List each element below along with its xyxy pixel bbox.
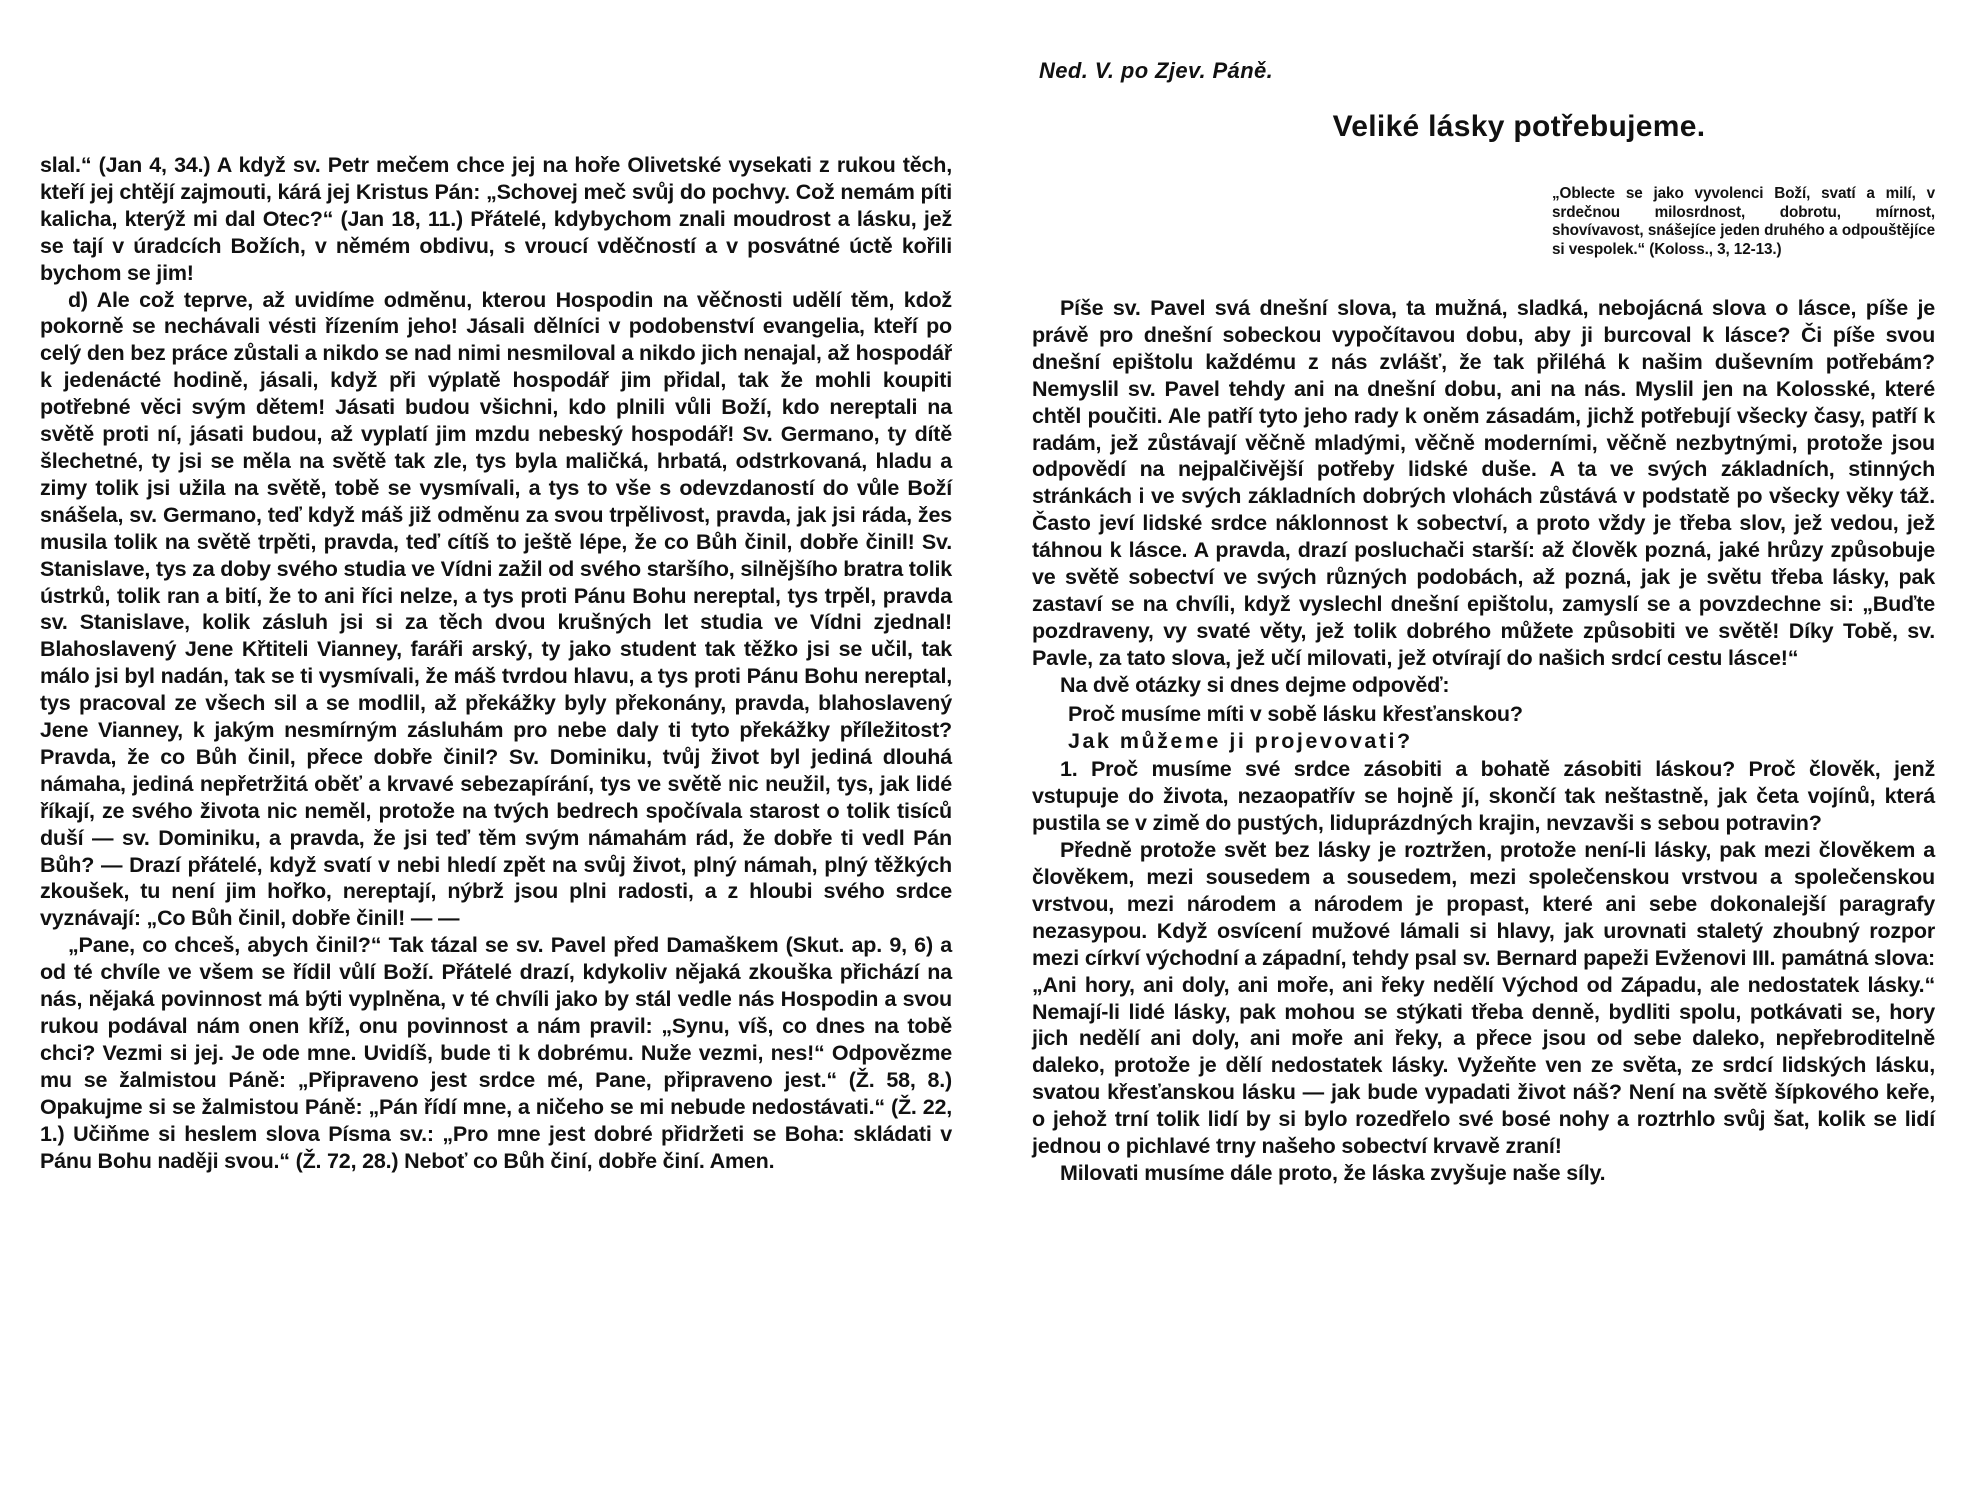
left-paragraph-3: „Pane, co chceš, abych činil?“ Tak tázal se sv. Pavel před Damaškem (Skut. ap. 9, 6) a od té chvíle ve všem se řídil vůlí Boží. Přátelé drazí, kdykoliv nějaká zkouška přichází na nás, nějaká povinnost má býti vyplněna, v té chvíli jako by stál vedle nás Hospodin a svou rukou podával nám onen kříž, onu povinnost a nám pravil: „Synu, víš, co dnes na tobě chci? Vezmi si jej. Je ode mne. Uvidíš, bude ti k dobrému. Nuže vezmi, nes!“ Odpovězme mu se žalmistou Páně: „Připraveno jest srdce mé, Pane, připraveno jest.“ (Ž. 58, 8.) Opakujme si se žalmistou Páně: „Pán řídí mne, a ničeho se mi nebude nedostávati.“ (Ž. 22, 1.) Učiňme si heslem slova Písma sv.: „Pro mne jest dobré přidržeti se Boha: skládati v Pánu Bohu naději svou.“ (Ž. 72, 28.) Neboť co Bůh činí, dobře činí. Amen.	[40, 933, 952, 1173]
left-paragraph-1: slal.“ (Jan 4, 34.) A když sv. Petr mečem chce jej na hoře Olivetské vysekati z rukou těch, kteří jej chtějí zajmouti, kárá jej Kristus Pán: „Schovej meč svůj do pochvy. Což nemám píti kalicha, kterýž mi dal Otec?“ (Jan 18, 11.) Přátelé, kdybychom znali moudrost a lásku, jež se tají v úradcích Božích, v němém obdivu, s vroucí vděčností a v posvátné úctě kořili bychom se jim!	[40, 153, 952, 285]
section-1-heading: 1. Proč musíme své srdce zásobiti a bohatě zásobiti láskou? Proč člověk, jenž vstupuje do života, nezaopatřív se hojně jí, skončí tak neštastně, jak četa vojínů, která pustila se v zimě do pustých, liduprázdných krajin, nevzavši s sebou potravin?	[1032, 757, 1935, 836]
right-page-text	[1032, 295, 1935, 1187]
questions-intro: Na dvě otázky si dnes dejme odpověď:	[1060, 672, 1450, 697]
question-2: Jak můžeme ji projevovati?	[1068, 728, 1413, 753]
right-paragraph-2: Předně protože svět bez lásky je roztržen, protože není-li lásky, pak mezi člověkem a člověkem, mezi sousedem a sousedem, mezi společenskou vrstvou a společenskou vrstvou, mezi národem a národem je propast, které ani sebe dokonalejší paragrafy nezasypou. Když osvícení mužové lámali si hlavy, jak urovnati staletý zhoubný rozpor mezi církví východní a západní, tehdy psal sv. Bernard papeži Evženovi III. památná slova: „Ani hory, ani doly, ani moře, ani řeky nedělí Východ od Západu, ale nedostatek lásky.“ Nemají-li lidé lásky, pak mohou se stýkati třeba denně, bydliti spolu, potkávati se, hory jich nedělí ani doly, ani moře ani řeky, a přece jsou od sebe daleko, nepřebroditelně daleko, protože je dělí nedostatek lásky. Vyžeňte ven ze světa, ze srdcí lidských lásku, svatou křesťanskou lásku — jak bude vypadati život náš? Není na světě šípkového keře, o jehož trní tolik lidí by si bylo rozedřelo své bosé nohy a roztrhlo svůj šat, kolik se lidí jednou o pichlavé trny našeho sobectví krvavě zraní!	[1032, 838, 1935, 1159]
right-page	[989, 0, 1978, 1500]
left-page-text	[40, 152, 952, 1174]
right-paragraph-3: Milovati musíme dále proto, že láska zvyšuje naše síly.	[1060, 1161, 1606, 1185]
running-head: Ned. V. po Zjev. Páně.	[1039, 58, 1274, 83]
question-1: Proč musíme míti v sobě lásku křesťanskou?	[1068, 701, 1523, 726]
right-paragraph-1: Píše sv. Pavel svá dnešní slova, ta mužná, sladká, nebojácná slova o lásce, píše je právě pro dnešní sobeckou vypočítavou dobu, aby ji burcoval k lásce? Či píše svou dnešní epištolu každému z nás zvlášť, že tak přiléhá k našim duševním potřebám? Nemyslil sv. Pavel tehdy ani na dnešní dobu, ani na nás. Myslil jen na Kolosské, které chtěl poučiti. Ale patří tyto jeho rady k oněm zásadám, jichž potřebují všecky časy, patří k radám, jež zůstávají věčně mladými, věčně moderními, věčně nezbytnými, protože jsou odpovědí na nejpalčivější potřeby lidské duše. A ta ve svých základních, stinných stránkách i ve svých základních dobrých vlohách zůstává v podstatě po všecky věky táž. Často jeví lidské srdce náklonnost k sobectví, a proto vždy je třeba slov, jež vedou, jež táhnou k lásce. A pravda, drazí posluchači starší: až člověk pozná, jaké hrůzy způsobuje ve světě sobectví ve svých různých podobách, až pozná, jak je světu třeba lásky, pak zastaví se na chvíli, když vyslechl dnešní epištolu, zamyslí se a povzdechne si: „Buďte pozdraveny, vy svaté věty, jež tolik dobrého můžete způsobiti ve světě! Díky Tobě, sv. Pavle, za tato slova, jež učí milovati, jež otvírají do našich srdcí cestu lásce!“	[1032, 296, 1935, 670]
sermon-title: Veliké lásky potřebujeme.	[1332, 110, 1706, 143]
left-paragraph-2: d) Ale což teprve, až uvidíme odměnu, kterou Hospodin na věčnosti udělí těm, kdož pokorně se nechávali vésti řízením jeho! Jásali dělníci v podobenství evangelia, kteří po celý den bez práce zůstali a nikdo se nad nimi nesmiloval a nikdo jich nenajal, až hospodář k jedenácté hodině, jásali, když při výplatě hospodář jim přidal, tak že mohli koupiti potřebné věci svým dětem! Jásati budou všichni, kdo plnili vůli Boží, kdo nereptali na světě proti ní, jásati budou, až vyplatí jim mzdu nebeský hospodář! Sv. Germano, ty dítě šlechetné, ty jsi se měla na světě tak zle, tys byla maličká, hrbatá, odstrkovaná, hladu a zimy tolik jsi užila na světě, tobě se vysmívali, a tys to vše s odevzdaností do vůle Boží snášela, sv. Germano, teď když máš již odměnu za svou trpělivost, pravda, jak jsi ráda, žes musila tolik na světě trpěti, pravda, teď cítíš to ještě lépe, že co Bůh činil, dobře činil! Sv. Stanislave, tys za doby svého studia ve Vídni zažil od svého staršího, silnějšího bratra tolik ústrků, tolik ran a bití, že to ani říci nelze, a tys proti Pánu Bohu nereptal, tys trpěl, pravda sv. Stanislave, kolik zásluh jsi si za těch dvou krušných let studia ve Vídni zjednal! Blahoslavený Jene Křtiteli Vianney, faráři arský, ty jako student tak těžko jsi se učil, tak málo jsi byl nadán, tak se ti vysmívali, že máš tvrdou hlavu, a tys proti Pánu Bohu nereptal, tys pracoval ze všech sil a se modlil, až překážky byly překonány, pravda, blahoslavený Jene Vianney, k jakým nesmírným zásluhám pro nebe daly ti tyto překážky příležitost? Pravda, že co Bůh činil, přece dobře činil? Sv. Dominiku, tvůj život byl jediná dlouhá námaha, jediná nepřetržitá oběť a krvavé sebezapírání, tys ve světě nic neužil, tys, jak lidé říkají, ze svého života nic neměl, protože na tvých bedrech spočívala starost o tolik tisíců duší — sv. Dominiku, a pravda, že jsi teď těm svým námahám rád, že dobře ti vedl Pán Bůh? — Drazí přátelé, když svatí v nebi hledí zpět na svůj život, plný námah, plný těžkých zkoušek, tu není jim hořko, nereptají, nýbrž jsou plni radosti, a z hloubi svého srdce vyznávají: „Co Bůh činil, dobře činil! — —	[40, 287, 952, 931]
epigraph-quote: „Oblecte se jako vyvolenci Boží, svatí a milí, v srdečnou milosrdnost, dobrotu, mírnost, shovívavost, snášejíce jeden druhého a odpouštějíce si vespolek.“ (Koloss., 3, 12-13.)	[1552, 185, 1935, 258]
question-list	[1068, 701, 1935, 755]
